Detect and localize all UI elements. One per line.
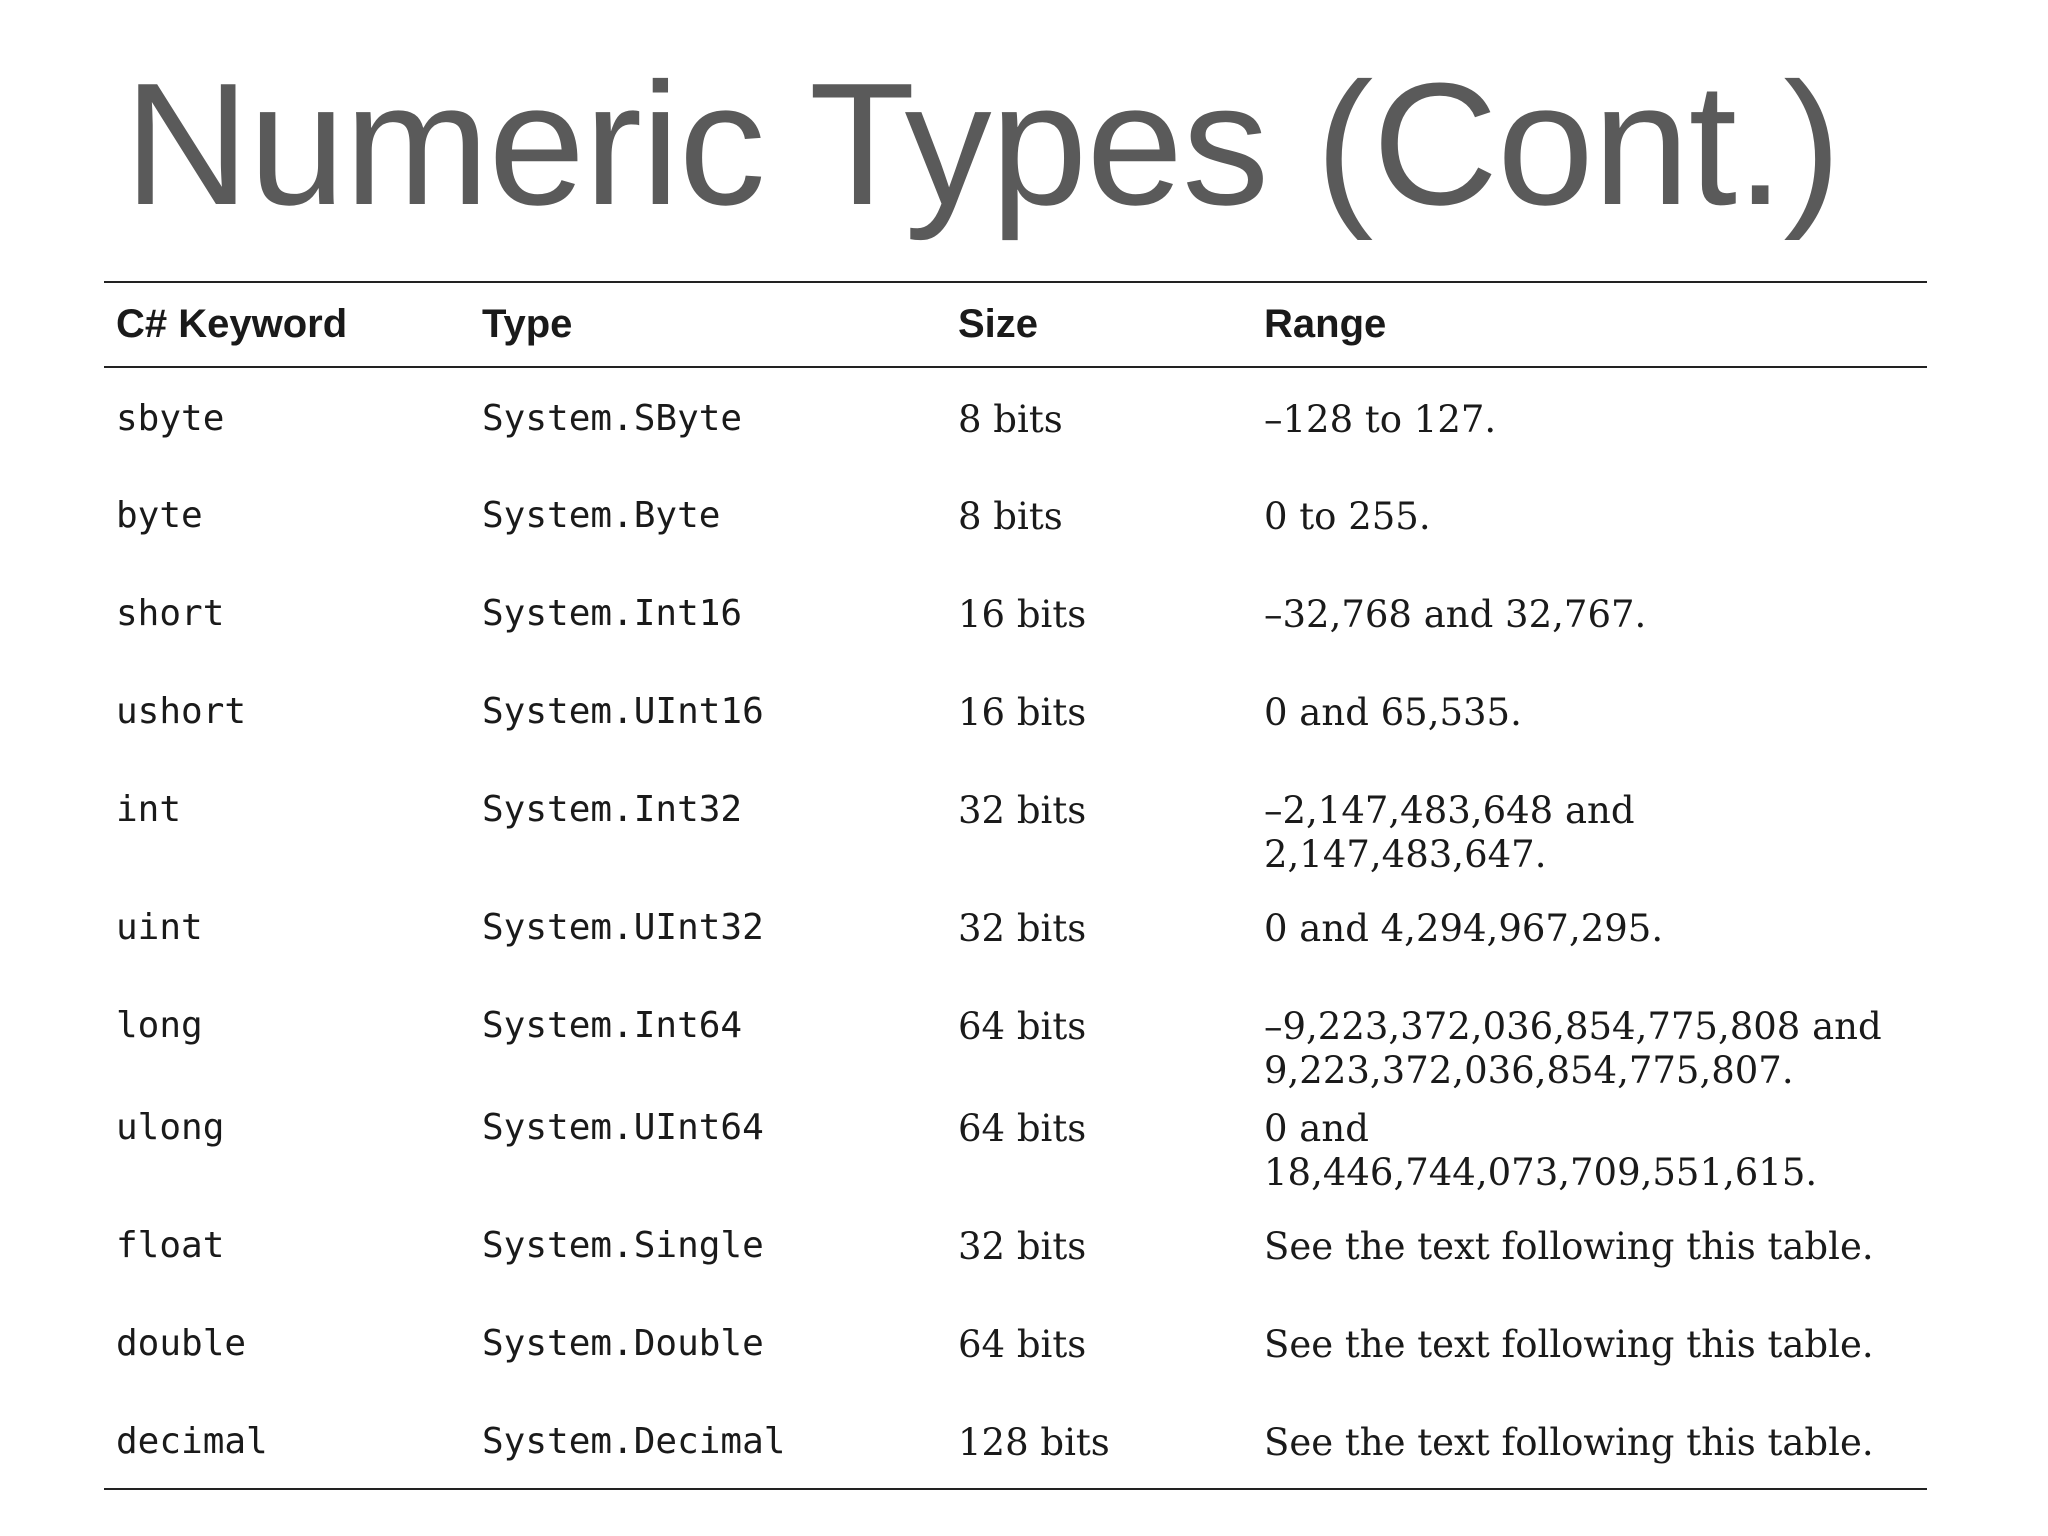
table-row xyxy=(104,877,1927,975)
range-cell: –128 to 127. xyxy=(1264,398,1497,441)
numeric-types-table xyxy=(104,281,1927,1490)
type-cell: System.UInt64 xyxy=(482,1107,764,1148)
type-cell: System.Decimal xyxy=(482,1421,786,1462)
size-cell: 64 bits xyxy=(958,1005,1087,1048)
range-cell: –32,768 and 32,767. xyxy=(1264,593,1647,636)
header-range: Range xyxy=(1264,302,1387,346)
table-row xyxy=(104,1293,1927,1391)
table-row xyxy=(104,661,1927,759)
size-cell: 8 bits xyxy=(958,398,1063,441)
size-cell: 8 bits xyxy=(958,495,1063,538)
table-row xyxy=(104,367,1927,465)
keyword-cell: sbyte xyxy=(116,398,225,439)
keyword-cell: ulong xyxy=(116,1107,225,1148)
table-row xyxy=(104,1093,1927,1195)
size-cell: 64 bits xyxy=(958,1323,1087,1366)
range-cell: –9,223,372,036,854,775,808 and 9,223,372,036,854,775,807. xyxy=(1264,1005,1882,1092)
slide-title: Numeric Types (Cont.) xyxy=(124,46,1841,241)
size-cell: 16 bits xyxy=(958,593,1087,636)
header-type: Type xyxy=(482,302,573,346)
keyword-cell: float xyxy=(116,1225,225,1266)
range-cell: –2,147,483,648 and 2,147,483,647. xyxy=(1264,789,1635,876)
type-cell: System.Int16 xyxy=(482,593,743,634)
table-row xyxy=(104,563,1927,661)
range-cell: 0 and 18,446,744,073,709,551,615. xyxy=(1264,1107,1818,1194)
type-cell: System.Double xyxy=(482,1323,764,1364)
keyword-cell: short xyxy=(116,593,225,634)
table-row xyxy=(104,1391,1927,1489)
type-cell: System.Single xyxy=(482,1225,764,1266)
keyword-cell: double xyxy=(116,1323,247,1364)
size-cell: 16 bits xyxy=(958,691,1087,734)
size-cell: 32 bits xyxy=(958,907,1087,950)
type-cell: System.Int32 xyxy=(482,789,743,830)
size-cell: 32 bits xyxy=(958,789,1087,832)
range-cell: 0 and 65,535. xyxy=(1264,691,1522,734)
table-header-row xyxy=(104,282,1927,367)
range-cell: See the text following this table. xyxy=(1264,1421,1874,1464)
type-cell: System.Byte xyxy=(482,495,721,536)
type-cell: System.SByte xyxy=(482,398,743,439)
range-cell: See the text following this table. xyxy=(1264,1323,1874,1366)
header-size: Size xyxy=(958,302,1039,346)
table-row xyxy=(104,1195,1927,1293)
keyword-cell: uint xyxy=(116,907,203,948)
type-cell: System.UInt16 xyxy=(482,691,764,732)
keyword-cell: long xyxy=(116,1005,203,1046)
type-cell: System.Int64 xyxy=(482,1005,743,1046)
keyword-cell: byte xyxy=(116,495,203,536)
size-cell: 64 bits xyxy=(958,1107,1087,1150)
keyword-cell: int xyxy=(116,789,182,830)
size-cell: 32 bits xyxy=(958,1225,1087,1268)
table-row xyxy=(104,759,1927,877)
keyword-cell: ushort xyxy=(116,691,247,732)
range-cell: 0 to 255. xyxy=(1264,495,1431,538)
keyword-cell: decimal xyxy=(116,1421,268,1462)
range-cell: 0 and 4,294,967,295. xyxy=(1264,907,1664,950)
header-keyword: C# Keyword xyxy=(116,302,348,346)
range-cell: See the text following this table. xyxy=(1264,1225,1874,1268)
size-cell: 128 bits xyxy=(958,1421,1110,1464)
table-row xyxy=(104,465,1927,563)
table-row xyxy=(104,975,1927,1093)
type-cell: System.UInt32 xyxy=(482,907,764,948)
